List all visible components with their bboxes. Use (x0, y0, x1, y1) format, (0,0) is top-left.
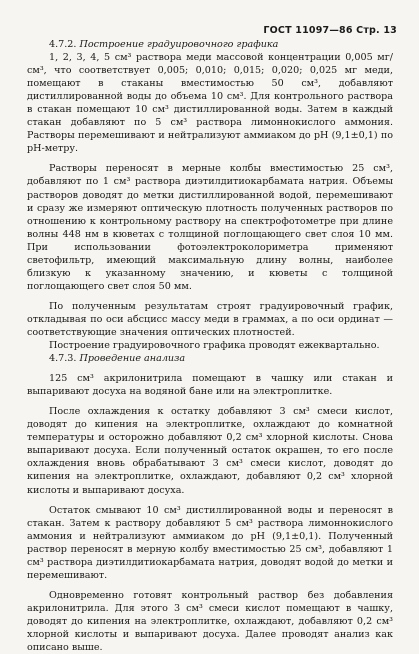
document-body (27, 38, 393, 654)
paragraph-graph-construction: По полученным результатам строят градуировочный график, откладывая по оси абсцисс массу меди в граммах, а по оси ординат — соответствующие значения оптических плотностей. (27, 300, 393, 338)
section-heading-4-7-3 (27, 352, 393, 365)
paragraph-neutralization: Остаток смывают 10 см³ дистиллированной воды и переносят в стакан. Затем к раствору добавляют 5 см³ раствора лимоннокислого аммония и нейтрализуют аммиаком до pH (9,1±0,1). Полученный раствор переносят в мерную колбу вместимостью 25 см³, добавляют 1 см³ раствора диэтилдитиокарбамата натрия, доводят водой до метки и перемешивают. (27, 504, 393, 581)
page-number: Стр. 13 (356, 25, 397, 36)
section-number: 4.7.3. (49, 353, 77, 365)
section-heading-4-7-2 (27, 38, 393, 51)
paragraph-quarterly: Построение градуировочного графика проводят ежеквартально. (49, 340, 380, 352)
paragraph-calibration-solutions: 1, 2, 3, 4, 5 см³ раствора меди массовой концентрации 0,005 мг/см³, что соответствует 0,005; 0,010; 0,015; 0,020; 0,025 мг меди, помещают в стаканы вместимостью 50 см³, добавляют дистиллированной воды до объема 10 см³. Для контрольного раствора в стакан помещают 10 см³ дистиллированной воды. Затем в каждый стакан добавляют по 5 см³ раствора лимоннокислого аммония. Растворы перемешивают и нейтрализуют аммиаком до pH (9,1±0,1) по pH-метру. (27, 52, 393, 155)
paragraph-evaporation: 125 см³ акрилонитрила помещают в чашку или стакан и выпаривают досуха на водяной бане или на электроплитке. (27, 373, 393, 398)
section-title: Проведение анализа (79, 353, 186, 365)
paragraph-control-solution: Одновременно готовят контрольный раствор без добавления акрилонитрила. Для этого 3 см³ смеси кислот помещают в чашку, доводят до кипения на электроплитке, охлаждают, добавляют 0,2 см³ хлорной кислоты и выпаривают досуха. Далее проводят анализ как описано выше. (27, 589, 393, 654)
section-number: 4.7.2. (49, 39, 77, 50)
section-title: Построение градуировочного графика (79, 39, 279, 50)
paragraph-acid-treatment: После охлаждения к остатку добавляют 3 см³ смеси кислот, доводят до кипения на электроплитке, охлаждают до комнатной температуры и осторожно добавляют 0,2 см³ хлорной кислоты. Снова выпаривают досуха. Если полученный остаток окрашен, то его после охлаждения вновь обрабатывают 3 см³ смеси кислот, доводят до кипения на электроплитке, охлаждают, добавляют 0,2 см³ хлорной кислоты и выпаривают досуха. (27, 406, 393, 496)
standard-number: ГОСТ 11097—86 (263, 25, 353, 36)
paragraph-optical-density: Растворы переносят в мерные колбы вместимостью 25 см³, добавляют по 1 см³ раствора диэтилдитиокарбамата натрия. Объемы растворов доводят до метки дистиллированной водой, перемешивают и сразу же измеряют оптическую плотность полученных растворов по отношению к контрольному раствору на спектрофотометре при длине волны 448 нм в кюветах с толщиной поглощающего свет слоя 10 мм. При использовании фотоэлектроколориметра применяют светофильтр, имеющий максимальную длину волны, наиболее близкую к указанному значению, и кюветы с толщиной поглощающего свет слоя 50 мм. (27, 163, 393, 292)
page-header (263, 25, 397, 36)
